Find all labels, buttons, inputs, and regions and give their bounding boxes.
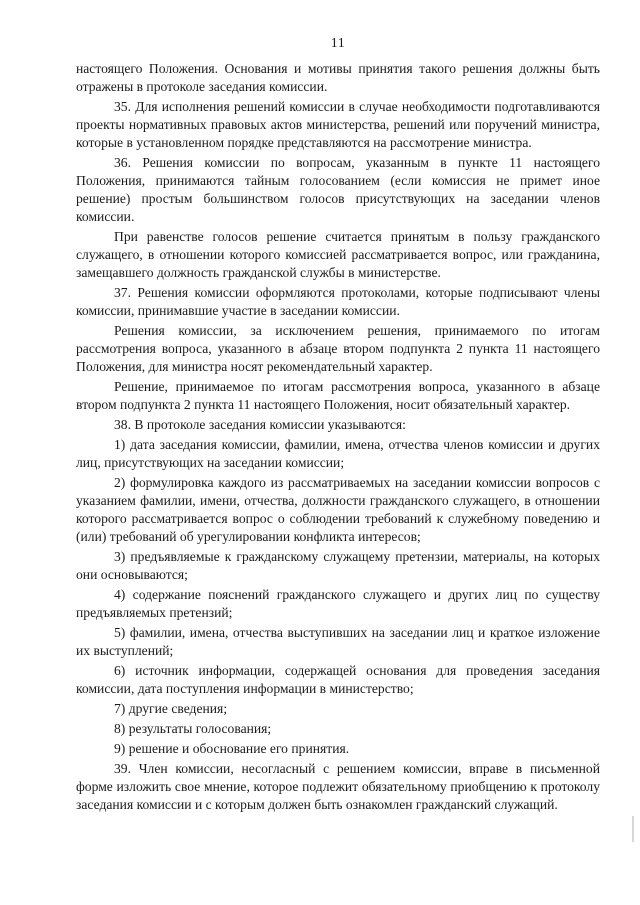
list-item-8: 8) результаты голосования; <box>114 721 272 736</box>
list-item-3: 3) предъявляемые к гражданскому служащему претензии, материалы, на которых они основываются; <box>76 549 600 582</box>
paragraph-37-mandatory: Решение, принимаемое по итогам рассмотрения вопроса, указанного в абзаце втором подпункта 2 пункта 11 настоящего Положения, носит обязательный характер. <box>76 379 600 412</box>
list-item-7: 7) другие сведения; <box>114 701 228 716</box>
paragraph-36-equal-votes: При равенстве голосов решение считается принятым в пользу гражданского служащего, в отношении которого комиссией рассматривается вопрос, или гражданина, замещавшего должность гражданской службы в министерстве. <box>76 229 600 280</box>
list-item-2: 2) формулировка каждого из рассматриваемых на заседании комиссии вопросов с указанием фамилии, имени, отчества, должности гражданского служащего, в отношении которого рассматривается вопрос о соблюдении требований к служебному поведению и (или) требований об урегулировании конфликта интересов; <box>76 475 600 544</box>
paragraph-39: 39. Член комиссии, несогласный с решением комиссии, вправе в письменной форме изложить свое мнение, которое подлежит обязательному приобщению к протоколу заседания комиссии и с которым должен быть ознакомлен гражданский служащий. <box>76 761 600 812</box>
list-item-9: 9) решение и обоснование его принятия. <box>114 741 350 756</box>
list-item-4: 4) содержание пояснений гражданского служащего и других лиц по существу предъявляемых претензий; <box>76 587 600 620</box>
list-item-6: 6) источник информации, содержащей основания для проведения заседания комиссии, дата поступления информации в министерство; <box>76 663 600 696</box>
scan-edge-mark <box>632 816 634 842</box>
paragraph-continuation: настоящего Положения. Основания и мотивы принятия такого решения должны быть отражены в протоколе заседания комиссии. <box>76 61 600 94</box>
paragraph-36: 36. Решения комиссии по вопросам, указанным в пункте 11 настоящего Положения, принимаются тайным голосованием (если комиссия не примет иное решение) простым большинством голосов присутствующих на заседании членов комиссии. <box>76 155 600 224</box>
paragraph-38: 38. В протоколе заседания комиссии указываются: <box>114 417 406 432</box>
paragraph-37-recommendations: Решения комиссии, за исключением решения, принимаемого по итогам рассмотрения вопроса, указанного в абзаце втором подпункта 2 пункта 11 настоящего Положения, для министра носят рекомендательный характер. <box>76 323 600 374</box>
list-item-5: 5) фамилии, имена, отчества выступивших на заседании лиц и краткое изложение их выступлений; <box>76 625 600 658</box>
paragraph-37: 37. Решения комиссии оформляются протоколами, которые подписывают члены комиссии, принимавшие участие в заседании комиссии. <box>76 285 600 318</box>
document-body <box>76 60 600 814</box>
paragraph-35: 35. Для исполнения решений комиссии в случае необходимости подготавливаются проекты нормативных правовых актов министерства, решений или поручений министра, которые в установленном порядке представляются на рассмотрение министра. <box>76 99 600 150</box>
page-number: 11 <box>330 36 346 51</box>
list-item-1: 1) дата заседания комиссии, фамилии, имена, отчества членов комиссии и других лиц, присутствующих на заседании комиссии; <box>76 437 600 470</box>
